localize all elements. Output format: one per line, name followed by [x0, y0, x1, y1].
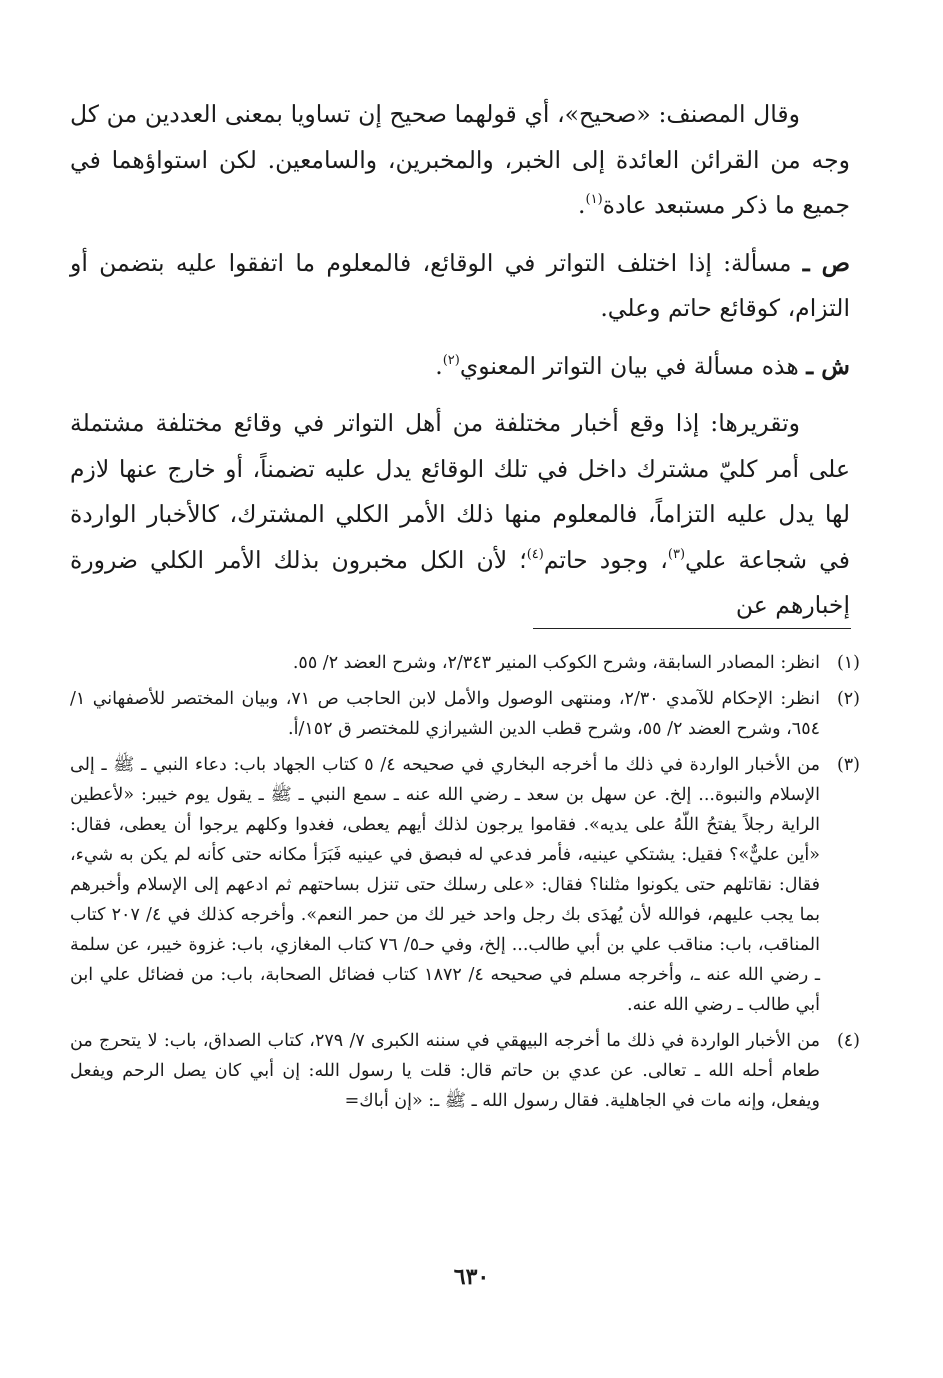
- paragraph-1-text: وقال المصنف: «صحيح»، أي قولهما صحيح إن تساويا بمعنى العددين من كل وجه من القرائن العائدة إلى الخبر، والمخبرين، والسامعين. لكن استواؤهما في جميع ما ذكر مستبعد عادة: [70, 100, 850, 219]
- paragraph-4-end: ؛ لأن الكل مخبرون بذلك الأمر الكلي ضرورة إخبارهم عن: [70, 545, 850, 619]
- paragraph-3: [70, 344, 850, 390]
- footnote-1: [70, 648, 860, 678]
- footnote-number: (١): [836, 653, 860, 673]
- footnote-number: (٣): [836, 755, 860, 775]
- paragraph-4-mid: ، وجود حاتم: [543, 545, 668, 574]
- footnote-number: (٢): [836, 689, 860, 709]
- footnote-ref-4[interactable]: (٤): [526, 546, 544, 562]
- footnote-text: من الأخبار الواردة في ذلك ما أخرجه البيهقي في سننه الكبرى ٧/ ٢٧٩، كتاب الصداق، باب: لا يتحرج من طعام أحله الله ـ تعالى. عن عدي بن حاتم قال: قلت يا رسول الله: إن أبي كان يصل الرحم ويفعل ويفعل، وإنه مات في الجاهلية. فقال رسول الله ـ ﷺ ـ: «إن أباك=: [70, 1031, 820, 1111]
- footnotes: [70, 648, 860, 1122]
- paragraph-3-text: هذه مسألة في بيان التواتر المعنوي: [459, 351, 807, 380]
- footnote-text: انظر: المصادر السابقة، وشرح الكوكب المنير ٢/٣٤٣، وشرح العضد ٢/ ٥٥.: [292, 653, 820, 673]
- paragraph-4-text: وتقريرها: إذا وقع أخبار مختلفة من أهل التواتر في وقائع مختلفة مشتملة على أمر كليّ مشترك داخل في تلك الوقائع يدل عليه تضمناً، أو خارج عنها لازم لها يدل عليه التزاماً، فالمعلوم منها ذلك الأمر الكلي المشترك، كالأخبار الواردة في شجاعة علي: [70, 409, 850, 574]
- paragraph-4: [70, 401, 850, 629]
- shin-marker: ش ـ: [806, 351, 850, 380]
- main-text: [70, 92, 850, 641]
- paragraph-2: [70, 241, 850, 332]
- footnote-ref-2[interactable]: (٢): [442, 352, 460, 368]
- footnote-4: [70, 1026, 860, 1116]
- footnote-text: انظر: الإحكام للآمدي ٢/٣٠، ومنتهى الوصول والأمل لابن الحاجب ص ٧١، وبيان المختصر للأصفهاني ١/ ٦٥٤، وشرح العضد ٢/ ٥٥، وشرح قطب الدين الشيرازي للمختصر ق ١٥٢/أ.: [70, 689, 820, 739]
- footnote-2: [70, 684, 860, 744]
- footnote-text: من الأخبار الواردة في ذلك ما أخرجه البخاري في صحيحه ٤/ ٥ كتاب الجهاد باب: دعاء النبي ـ ﷺ ـ إلى الإسلام والنبوة... إلخ. عن سهل بن سعد ـ رضي الله عنه ـ سمع النبي ـ ﷺ ـ يقول يوم خيبر: «لأعطين الراية رجلاً يفتحُ اللّهُ على يديه». فقاموا يرجون لذلك أيهم يعطى، فغدوا وكلهم يرجوا أن يعطى، فقال: «أين عليٌّ»؟ فقيل: يشتكي عينيه، فأمر فدعي له فبصق في عينيه فَبَرَأ مكانه حتى كأنه لم يكن به شيء، فقال: نقاتلهم حتى يكونوا مثلنا؟ فقال: «على رسلك حتى تنزل بساحتهم ثم ادعهم إلى الإسلام وأخبرهم بما يجب عليهم، فوالله لأن يُهدَى بك رجل واحد خير لك من حمر النعم». وأخرجه كذلك في ٤/ ٢٠٧ كتاب المناقب، باب: مناقب علي بن أبي طالب... إلخ، وفي حـ٥/ ٧٦ كتاب المغازي، باب: غزوة خيبر، عن سلمة ـ رضي الله عنه ـ، وأخرجه مسلم في صحيحه ٤/ ١٨٧٢ كتاب فضائل الصحابة، باب: من فضائل علي ابن أبي طالب ـ رضي الله عنه.: [70, 755, 820, 1015]
- paragraph-1-end: .: [578, 191, 586, 219]
- footnote-ref-3[interactable]: (٣): [667, 546, 686, 562]
- paragraph-1: [70, 92, 850, 229]
- footnote-separator: [533, 628, 851, 629]
- page-number: ٦٣٠: [453, 1264, 490, 1290]
- sad-marker: ص ـ: [802, 248, 850, 277]
- footnote-number: (٤): [836, 1031, 860, 1051]
- paragraph-3-end: .: [435, 351, 443, 380]
- footnote-ref-1[interactable]: (١): [585, 192, 603, 207]
- paragraph-2-text: مسألة: إذا اختلف التواتر في الوقائع، فالمعلوم ما اتفقوا عليه بتضمن أو التزام، كوقائع حاتم وعلي.: [70, 248, 850, 322]
- footnote-3: [70, 750, 860, 1020]
